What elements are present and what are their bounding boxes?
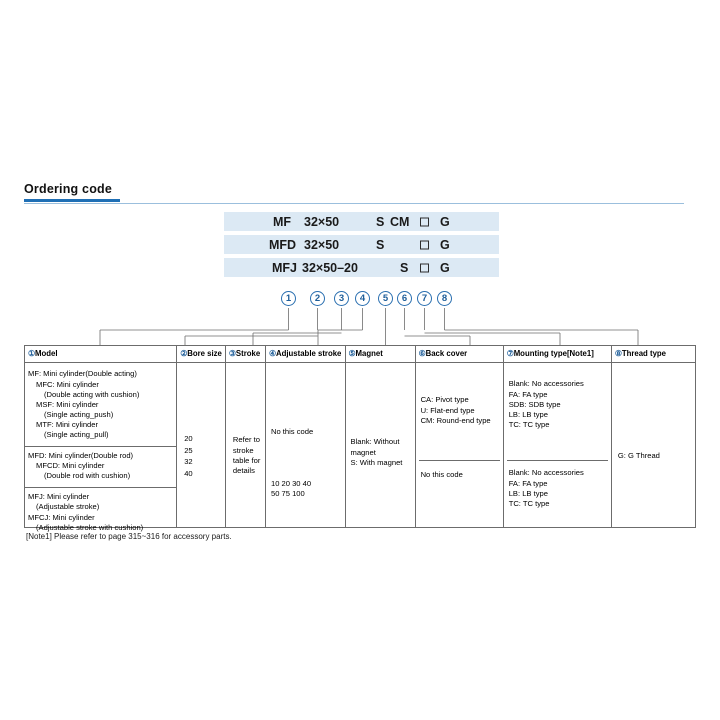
stroke-text: Refer to stroke table for details: [232, 435, 261, 475]
callout-7: 7: [417, 291, 432, 306]
code-bore-stroke: 32×50: [304, 237, 340, 252]
model-group-double-acting: [28, 365, 173, 440]
page-title: Ordering code: [24, 182, 113, 196]
back-cover-option: CM: Round-end type: [420, 415, 491, 425]
mounting-option: FA: FA type: [508, 478, 548, 488]
adjustable-stroke-values: 10 20 30 40: [270, 479, 312, 489]
model-group-double-rod: [25, 446, 176, 482]
header-model: [25, 346, 177, 363]
footnote: [Note1] Please refer to page 315~316 for accessory parts.: [26, 532, 232, 541]
callout-6: 6: [397, 291, 412, 306]
header-back-num: ⑥: [418, 349, 426, 358]
code-magnet: S: [400, 260, 409, 275]
mounting-option: SDB: SDB type: [508, 399, 561, 409]
model-line: (Single acting_pull): [44, 430, 109, 440]
code-thread: G: [440, 237, 450, 252]
cell-back-cover: [415, 363, 503, 528]
ordering-code-table: [24, 345, 696, 532]
bore-size-value: 25: [184, 445, 193, 455]
code-model: MF: [273, 214, 292, 229]
code-magnet: S: [376, 214, 385, 229]
mounting-option: FA: FA type: [508, 389, 548, 399]
code-thread: G: [440, 214, 450, 229]
model-line: (Double rod with cushion): [44, 470, 131, 480]
code-model: MFJ: [272, 260, 297, 275]
adjustable-stroke-values: 50 75 100: [270, 489, 305, 499]
code-row: [224, 258, 499, 277]
callout-1: 1: [281, 291, 296, 306]
header-mount-label: Mounting type[Note1]: [513, 349, 594, 358]
cell-adjustable-stroke: [265, 363, 345, 528]
magnet-option: Blank: Without magnet: [350, 437, 400, 457]
code-bore-stroke: 32×50: [304, 214, 340, 229]
mounting-option: Blank: No accessories: [508, 468, 584, 478]
back-cover-none: No this code: [420, 470, 463, 480]
heading-thin-rule: [24, 203, 684, 204]
model-line: MFCJ: Mini cylinder: [28, 512, 95, 522]
callout-4: 4: [355, 291, 370, 306]
header-mounting-type: [503, 346, 611, 363]
code-model: MFD: [269, 237, 297, 252]
header-back-cover: [415, 346, 503, 363]
header-bore-label: Bore size: [187, 349, 222, 358]
header-thread-num: ⑧: [614, 349, 622, 358]
cell-bore-size: [177, 363, 226, 528]
code-row: [224, 235, 499, 254]
header-back-label: Back cover: [425, 349, 468, 358]
model-line: MSF: Mini cylinder: [36, 399, 99, 409]
model-line: MF: Mini cylinder(Double acting): [28, 369, 137, 379]
table-header-row: [25, 346, 696, 363]
mounting-option: TC: TC type: [508, 498, 550, 508]
magnet-option: S: With magnet: [350, 457, 403, 467]
model-line: (Adjustable stroke with cushion): [36, 522, 144, 532]
table-row: [25, 363, 696, 528]
code-thread: G: [440, 260, 450, 275]
header-magnet-num: ⑤: [348, 349, 356, 358]
adjustable-stroke-top: No this code: [270, 427, 314, 437]
header-mount-num: ⑦: [506, 349, 514, 358]
bore-size-value: 20: [184, 434, 193, 444]
back-cover-option: U: Flat-end type: [420, 405, 475, 415]
header-adj-num: ④: [268, 349, 276, 358]
bore-size-value: 40: [184, 468, 193, 478]
header-thread-label: Thread type: [621, 349, 667, 358]
header-model-label: Model: [35, 349, 58, 358]
mounting-option: LB: LB type: [508, 409, 548, 419]
header-thread-type: [611, 346, 695, 363]
model-line: MFC: Mini cylinder: [36, 379, 99, 389]
code-mounting-box: [420, 263, 429, 272]
code-back-cover: CM: [390, 214, 410, 229]
callout-5: 5: [378, 291, 393, 306]
model-line: (Double acting with cushion): [44, 389, 140, 399]
model-line: (Single acting_push): [44, 410, 114, 420]
heading-accent-rule: [24, 199, 120, 202]
mounting-option: TC: TC type: [508, 420, 550, 430]
cell-magnet: [345, 363, 415, 528]
model-line: MFJ: Mini cylinder: [28, 492, 90, 502]
callout-8: 8: [437, 291, 452, 306]
back-cover-option: CA: Pivot type: [420, 395, 469, 405]
cell-stroke: [225, 363, 265, 528]
header-bore-num: ②: [180, 349, 188, 358]
model-line: (Adjustable stroke): [36, 502, 100, 512]
ordering-code-rows: [224, 212, 499, 281]
mounting-option: Blank: No accessories: [508, 379, 584, 389]
header-magnet: [345, 346, 415, 363]
header-stroke: [225, 346, 265, 363]
model-line: MTF: Mini cylinder: [36, 420, 99, 430]
thread-option: G: G Thread: [617, 451, 660, 461]
cell-mounting-type: [503, 363, 611, 528]
callout-2: 2: [310, 291, 325, 306]
callout-3: 3: [334, 291, 349, 306]
model-line: MFD: Mini cylinder(Double rod): [28, 450, 134, 460]
code-bore-stroke: 32×50–20: [302, 260, 358, 275]
cell-thread-type: [611, 363, 695, 528]
header-bore-size: [177, 346, 226, 363]
callout-number-row: [224, 291, 504, 309]
header-magnet-label: Magnet: [355, 349, 383, 358]
code-mounting-box: [420, 217, 429, 226]
header-model-num: ①: [28, 349, 35, 358]
bore-size-value: 32: [184, 457, 193, 467]
code-row: [224, 212, 499, 231]
header-adj-label: Adjustable stroke: [275, 349, 342, 358]
header-stroke-num: ③: [228, 349, 236, 358]
code-mounting-box: [420, 240, 429, 249]
section-heading: [24, 182, 684, 204]
cell-model: [25, 363, 177, 532]
header-adjustable-stroke: [265, 346, 345, 363]
header-stroke-label: Stroke: [235, 349, 261, 358]
code-magnet: S: [376, 237, 385, 252]
mounting-option: LB: LB type: [508, 488, 548, 498]
model-group-adjustable-stroke: [25, 487, 176, 533]
model-line: MFCD: Mini cylinder: [36, 460, 105, 470]
